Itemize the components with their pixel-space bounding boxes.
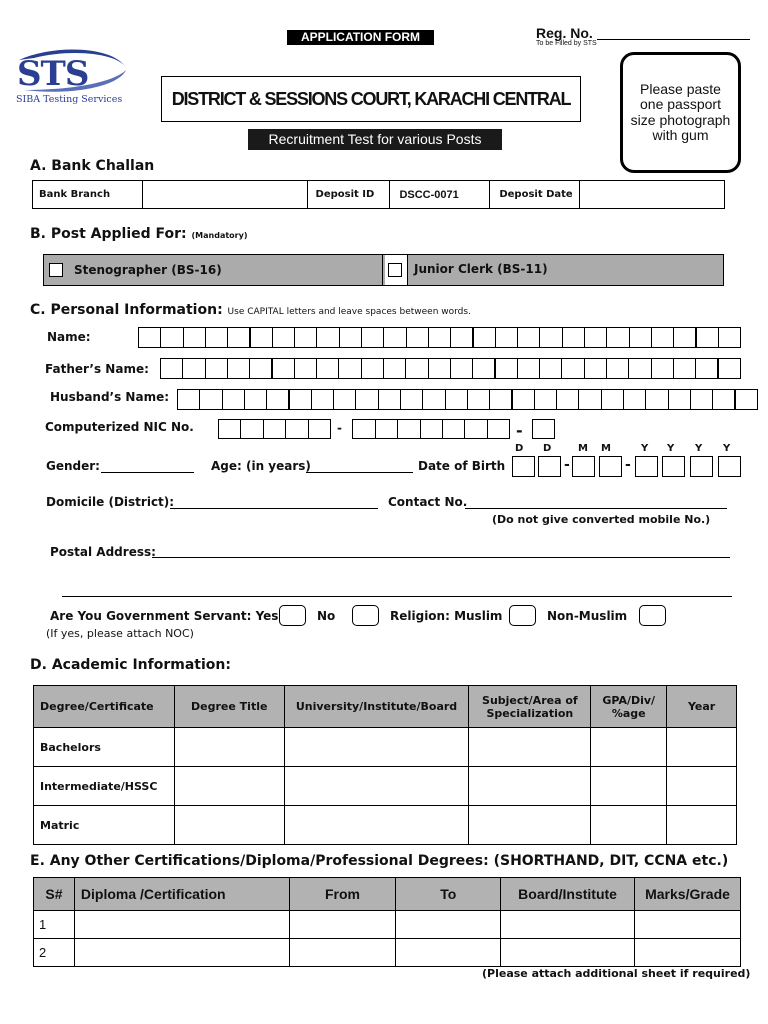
husband-name-char-box[interactable]	[289, 389, 312, 410]
father-name-char-box[interactable]	[227, 358, 250, 379]
name-char-box[interactable]	[272, 327, 295, 348]
nic-dash-2: -	[516, 421, 523, 440]
husband-name-char-box[interactable]	[378, 389, 401, 410]
father-name-char-box[interactable]	[495, 358, 518, 379]
court-title: DISTRICT & SESSIONS COURT, KARACHI CENTRAL	[171, 89, 571, 109]
nic-char-box[interactable]	[442, 419, 465, 439]
father-name-label: Father’s Name:	[45, 362, 149, 376]
academic-row-label: Bachelors	[34, 728, 175, 767]
dob-label: Date of Birth	[418, 459, 506, 473]
husband-name-char-box[interactable]	[645, 389, 668, 410]
table-cell[interactable]	[469, 728, 591, 767]
deposit-date-label: Deposit Date	[490, 181, 580, 209]
father-name-char-box[interactable]	[249, 358, 272, 379]
table-cell[interactable]	[501, 911, 635, 939]
gender-field[interactable]	[101, 472, 194, 473]
deposit-id-label: Deposit ID	[307, 181, 390, 209]
cert-header: To	[396, 878, 501, 911]
name-char-box[interactable]	[450, 327, 473, 348]
table-cell[interactable]	[667, 767, 737, 806]
additional-sheet-note: (Please attach additional sheet if required)	[482, 967, 751, 980]
name-char-box[interactable]	[651, 327, 674, 348]
nic-char-box[interactable]	[375, 419, 398, 439]
father-name-char-box[interactable]	[695, 358, 718, 379]
father-name-char-box[interactable]	[205, 358, 228, 379]
section-d-title: D. Academic Information:	[30, 657, 231, 673]
dob-box-y4[interactable]	[718, 456, 741, 477]
dob-char-y2: Y	[667, 443, 675, 454]
husband-name-char-box[interactable]	[467, 389, 490, 410]
photo-instructions: Please paste one passport size photograph with gum	[630, 80, 731, 143]
stenographer-checkbox[interactable]	[49, 263, 63, 277]
nic-char-box[interactable]	[240, 419, 263, 439]
contact-note: (Do not give converted mobile No.)	[492, 513, 711, 526]
postal-address-label: Postal Address:	[50, 545, 156, 559]
name-char-box[interactable]	[316, 327, 339, 348]
table-cell[interactable]	[284, 806, 469, 845]
junior-clerk-option[interactable]	[385, 255, 408, 285]
stenographer-label: Stenographer (BS-16)	[74, 263, 222, 277]
gender-label: Gender:	[46, 459, 100, 473]
nic-dash-1: -	[337, 421, 342, 435]
father-name-char-box[interactable]	[428, 358, 451, 379]
dob-char-y4: Y	[723, 443, 731, 454]
name-label: Name:	[47, 330, 91, 344]
name-char-box[interactable]	[584, 327, 607, 348]
dob-dash-1: -	[564, 457, 570, 473]
nic-char-box[interactable]	[352, 419, 375, 439]
recruitment-subtitle: Recruitment Test for various Posts	[248, 129, 502, 150]
postal-address-field-2[interactable]	[62, 596, 732, 597]
husband-name-char-box[interactable]	[422, 389, 445, 410]
table-cell[interactable]	[667, 728, 737, 767]
father-name-char-box[interactable]	[383, 358, 406, 379]
dob-box-y1[interactable]	[635, 456, 658, 477]
husband-name-char-box[interactable]	[534, 389, 557, 410]
table-cell[interactable]	[667, 806, 737, 845]
cert-header: S#	[34, 878, 75, 911]
cert-row-number: 2	[34, 939, 75, 967]
table-cell[interactable]	[174, 728, 284, 767]
section-c-title: C. Personal Information: Use CAPITAL letters and leave spaces between words.	[30, 302, 471, 318]
contact-label: Contact No.	[388, 495, 468, 509]
logo-subtitle: SIBA Testing Services	[16, 94, 123, 105]
dob-char-m1: M	[578, 443, 588, 454]
husband-name-char-box[interactable]	[512, 389, 535, 410]
name-char-box[interactable]	[718, 327, 741, 348]
nic-char-box[interactable]	[285, 419, 308, 439]
govt-servant-label: Are You Government Servant: Yes	[50, 609, 279, 623]
name-char-box[interactable]	[473, 327, 496, 348]
cert-header: Marks/Grade	[635, 878, 741, 911]
name-char-box[interactable]	[562, 327, 585, 348]
capital-letters-note: Use CAPITAL letters and leave spaces between words.	[227, 307, 471, 317]
nic-char-box[interactable]	[532, 419, 555, 439]
section-a-title: A. Bank Challan	[30, 158, 155, 174]
table-cell[interactable]	[591, 767, 667, 806]
junior-clerk-checkbox[interactable]	[388, 263, 402, 277]
reg-no-note: To be Filled by STS	[536, 40, 597, 47]
father-name-char-box[interactable]	[561, 358, 584, 379]
dob-dash-2: -	[625, 457, 631, 473]
deposit-id-field[interactable]: DSCC-0071	[390, 181, 490, 209]
table-cell[interactable]	[174, 767, 284, 806]
dob-box-y3[interactable]	[690, 456, 713, 477]
non-muslim-label: Non-Muslim	[547, 609, 628, 623]
father-name-char-box[interactable]	[182, 358, 205, 379]
father-name-char-box[interactable]	[160, 358, 183, 379]
table-cell[interactable]	[289, 911, 396, 939]
name-char-box[interactable]	[696, 327, 719, 348]
name-char-box[interactable]	[673, 327, 696, 348]
table-row	[34, 911, 741, 939]
husband-name-char-box[interactable]	[177, 389, 200, 410]
nic-label: Computerized NIC No.	[45, 420, 194, 434]
certifications-header-row	[34, 878, 741, 911]
table-row	[34, 939, 741, 967]
name-char-box[interactable]	[183, 327, 206, 348]
father-name-char-box[interactable]	[294, 358, 317, 379]
husband-name-char-box[interactable]	[400, 389, 423, 410]
cert-header: Board/Institute	[501, 878, 635, 911]
cert-header: Diploma /Certification	[74, 878, 289, 911]
name-char-box[interactable]	[339, 327, 362, 348]
father-name-char-box[interactable]	[361, 358, 384, 379]
post-options	[43, 254, 724, 286]
table-cell[interactable]	[289, 939, 396, 967]
nic-char-box[interactable]	[397, 419, 420, 439]
husband-name-char-box[interactable]	[199, 389, 222, 410]
domicile-field[interactable]	[170, 508, 378, 509]
table-cell[interactable]	[469, 767, 591, 806]
nic-char-box[interactable]	[487, 419, 510, 439]
table-cell[interactable]	[591, 728, 667, 767]
dob-box-y2[interactable]	[662, 456, 685, 477]
father-name-char-box[interactable]	[338, 358, 361, 379]
academic-header: Degree/Certificate	[34, 686, 175, 728]
dob-box-d2[interactable]	[538, 456, 561, 477]
academic-row-label: Matric	[34, 806, 175, 845]
section-b-title: B. Post Applied For: (Mandatory)	[30, 226, 248, 242]
photo-box[interactable]	[620, 52, 741, 173]
father-name-char-box[interactable]	[584, 358, 607, 379]
husband-name-char-box[interactable]	[623, 389, 646, 410]
govt-yes-checkbox[interactable]	[279, 605, 306, 626]
table-row	[34, 728, 737, 767]
academic-table	[33, 685, 737, 845]
academic-header-row	[34, 686, 737, 728]
husband-name-char-box[interactable]	[244, 389, 267, 410]
postal-address-field-1[interactable]	[152, 557, 730, 558]
dob-box-m2[interactable]	[599, 456, 622, 477]
father-name-char-box[interactable]	[606, 358, 629, 379]
name-char-box[interactable]	[383, 327, 406, 348]
father-name-char-box[interactable]	[450, 358, 473, 379]
dob-char-d1: D	[515, 443, 524, 454]
father-name-char-box[interactable]	[673, 358, 696, 379]
deposit-date-field[interactable]	[580, 181, 725, 209]
father-name-char-box[interactable]	[316, 358, 339, 379]
husband-name-char-box[interactable]	[578, 389, 601, 410]
logo-text: STS	[17, 54, 89, 94]
father-name-char-box[interactable]	[718, 358, 741, 379]
name-char-box[interactable]	[227, 327, 250, 348]
academic-header: University/Institute/Board	[284, 686, 469, 728]
dob-char-m2: M	[601, 443, 611, 454]
father-name-char-box[interactable]	[517, 358, 540, 379]
name-char-box[interactable]	[606, 327, 629, 348]
reg-no-field[interactable]	[597, 39, 750, 40]
form-title-badge: APPLICATION FORM	[287, 30, 434, 45]
name-char-box[interactable]	[539, 327, 562, 348]
father-name-char-box[interactable]	[405, 358, 428, 379]
court-title-box	[161, 76, 581, 122]
husband-name-char-box[interactable]	[311, 389, 334, 410]
junior-clerk-label: Junior Clerk (BS-11)	[414, 262, 548, 276]
muslim-checkbox[interactable]	[509, 605, 536, 626]
academic-header: Degree Title	[174, 686, 284, 728]
table-cell[interactable]	[501, 939, 635, 967]
academic-header: Year	[667, 686, 737, 728]
name-char-box[interactable]	[495, 327, 518, 348]
husband-name-char-box[interactable]	[266, 389, 289, 410]
cert-row-number: 1	[34, 911, 75, 939]
reg-no-label: Reg. No.	[536, 25, 593, 41]
stenographer-option[interactable]	[44, 255, 383, 285]
dob-char-y1: Y	[641, 443, 649, 454]
table-cell[interactable]	[284, 767, 469, 806]
father-name-char-box[interactable]	[651, 358, 674, 379]
table-cell[interactable]	[635, 911, 741, 939]
govt-no-checkbox[interactable]	[352, 605, 379, 626]
nic-char-box[interactable]	[308, 419, 331, 439]
name-char-box[interactable]	[629, 327, 652, 348]
husband-name-char-box[interactable]	[333, 389, 356, 410]
certifications-table	[33, 877, 741, 967]
dob-box-m1[interactable]	[572, 456, 595, 477]
age-label: Age: (in years)	[211, 459, 311, 473]
name-char-box[interactable]	[406, 327, 429, 348]
nic-char-box[interactable]	[263, 419, 286, 439]
name-char-box[interactable]	[160, 327, 183, 348]
name-char-box[interactable]	[428, 327, 451, 348]
husband-name-char-box[interactable]	[355, 389, 378, 410]
domicile-label: Domicile (District):	[46, 495, 175, 509]
husband-name-label: Husband’s Name:	[50, 390, 170, 404]
husband-name-char-box[interactable]	[222, 389, 245, 410]
table-cell[interactable]	[635, 939, 741, 967]
academic-header: GPA/Div/ %age	[591, 686, 667, 728]
nic-char-box[interactable]	[420, 419, 443, 439]
age-field[interactable]	[306, 472, 413, 473]
father-name-char-box[interactable]	[628, 358, 651, 379]
bank-branch-label: Bank Branch	[33, 181, 143, 209]
sts-logo	[14, 46, 129, 110]
table-cell[interactable]	[396, 911, 501, 939]
table-cell[interactable]	[74, 911, 289, 939]
husband-name-char-box[interactable]	[712, 389, 735, 410]
academic-row-label: Intermediate/HSSC	[34, 767, 175, 806]
govt-no-label: No	[317, 609, 336, 623]
husband-name-char-box[interactable]	[489, 389, 512, 410]
dob-char-d2: D	[543, 443, 552, 454]
bank-branch-field[interactable]	[142, 181, 307, 209]
dob-char-y3: Y	[695, 443, 703, 454]
table-row	[34, 767, 737, 806]
table-cell[interactable]	[396, 939, 501, 967]
table-cell[interactable]	[469, 806, 591, 845]
table-cell[interactable]	[74, 939, 289, 967]
table-cell[interactable]	[284, 728, 469, 767]
religion-muslim-label: Religion: Muslim	[390, 609, 503, 623]
noc-note: (If yes, please attach NOC)	[46, 627, 194, 640]
bank-challan-table	[32, 180, 725, 209]
father-name-char-box[interactable]	[472, 358, 495, 379]
husband-name-char-box[interactable]	[735, 389, 758, 410]
husband-name-char-box[interactable]	[556, 389, 579, 410]
husband-name-char-box[interactable]	[445, 389, 468, 410]
table-row	[34, 806, 737, 845]
husband-name-char-box[interactable]	[668, 389, 691, 410]
name-char-box[interactable]	[138, 327, 161, 348]
husband-name-char-box[interactable]	[601, 389, 624, 410]
name-char-box[interactable]	[294, 327, 317, 348]
table-cell[interactable]	[591, 806, 667, 845]
academic-header: Subject/Area of Specialization	[469, 686, 591, 728]
name-char-box[interactable]	[205, 327, 228, 348]
section-e-title: E. Any Other Certifications/Diploma/Professional Degrees: (SHORTHAND, DIT, CCNA etc.)	[30, 853, 729, 869]
cert-header: From	[289, 878, 396, 911]
father-name-char-box[interactable]	[272, 358, 295, 379]
nic-char-box[interactable]	[218, 419, 241, 439]
husband-name-char-box[interactable]	[690, 389, 713, 410]
contact-field[interactable]	[465, 508, 727, 509]
name-char-box[interactable]	[517, 327, 540, 348]
table-cell[interactable]	[174, 806, 284, 845]
dob-box-d1[interactable]	[512, 456, 535, 477]
name-char-box[interactable]	[250, 327, 273, 348]
mandatory-note: (Mandatory)	[191, 231, 248, 240]
name-char-box[interactable]	[361, 327, 384, 348]
father-name-char-box[interactable]	[539, 358, 562, 379]
non-muslim-checkbox[interactable]	[639, 605, 666, 626]
nic-char-box[interactable]	[464, 419, 487, 439]
